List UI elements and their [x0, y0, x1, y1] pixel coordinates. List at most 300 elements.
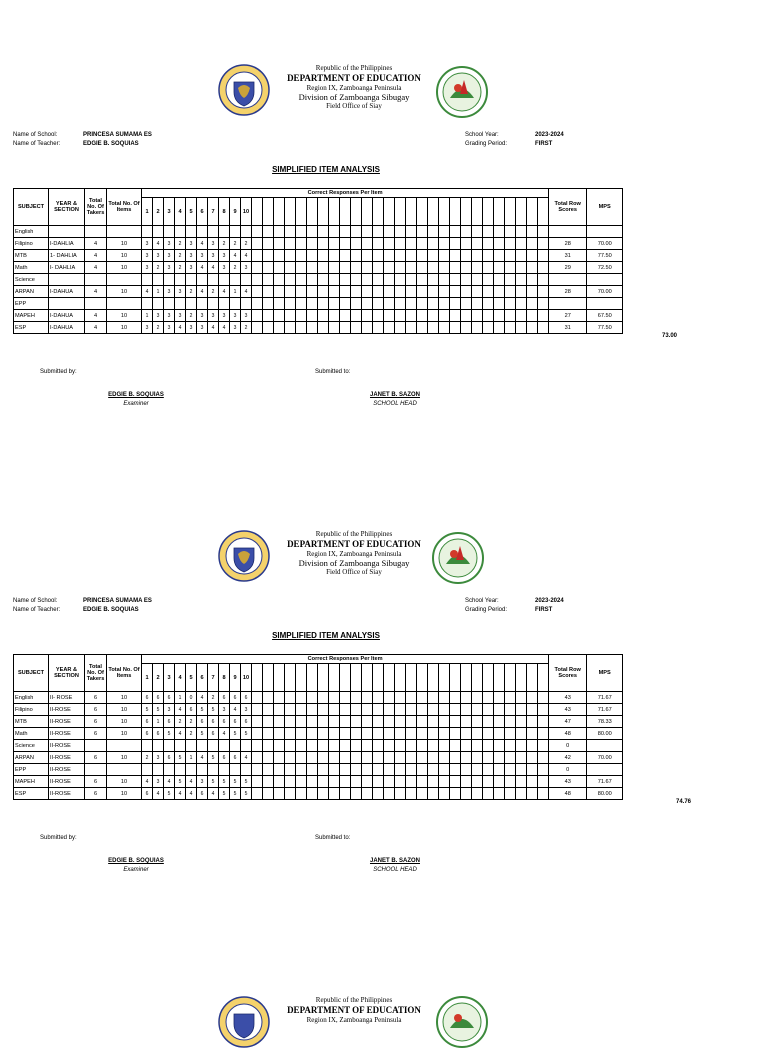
empty-cell [516, 250, 527, 262]
empty-cell [483, 322, 494, 334]
items-cell: 10 [107, 310, 142, 322]
empty-cell [450, 286, 461, 298]
empty-cell [373, 262, 384, 274]
empty-cell [351, 322, 362, 334]
empty-cell [373, 776, 384, 788]
empty-cell [384, 716, 395, 728]
response-cell: 2 [241, 322, 252, 334]
empty-cell [274, 286, 285, 298]
item-number-empty [428, 664, 439, 692]
grading-period-label: Grading Period: [465, 141, 508, 147]
subject-cell: Science [14, 274, 49, 286]
subject-cell: ESP [14, 322, 49, 334]
response-cell: 3 [142, 322, 153, 334]
empty-cell [428, 322, 439, 334]
empty-cell [252, 764, 263, 776]
empty-cell [307, 716, 318, 728]
response-cell [208, 274, 219, 286]
empty-cell [527, 310, 538, 322]
mps-cell: 71.67 [587, 692, 623, 704]
response-cell [142, 226, 153, 238]
empty-cell [329, 740, 340, 752]
empty-cell [285, 250, 296, 262]
empty-cell [373, 752, 384, 764]
empty-cell [494, 274, 505, 286]
empty-cell [417, 704, 428, 716]
empty-cell [494, 704, 505, 716]
empty-cell [329, 716, 340, 728]
mps-cell: 67.50 [587, 310, 623, 322]
response-cell: 4 [186, 776, 197, 788]
empty-cell [439, 298, 450, 310]
response-cell [230, 226, 241, 238]
empty-cell [274, 788, 285, 800]
response-cell: 5 [241, 776, 252, 788]
empty-cell [296, 776, 307, 788]
empty-cell [274, 262, 285, 274]
empty-cell [395, 728, 406, 740]
total-score-cell: 47 [549, 716, 587, 728]
empty-cell [516, 322, 527, 334]
empty-cell [329, 298, 340, 310]
section-cell: I-DAHUA [49, 310, 85, 322]
item-number: 10 [241, 664, 252, 692]
empty-cell [362, 740, 373, 752]
table-row [14, 286, 623, 298]
empty-cell [483, 226, 494, 238]
empty-cell [516, 310, 527, 322]
letterhead [0, 64, 768, 120]
response-cell: 3 [164, 250, 175, 262]
item-number-empty [285, 664, 296, 692]
empty-cell [516, 764, 527, 776]
department-line: DEPARTMENT OF EDUCATION [287, 538, 421, 549]
item-number-empty [307, 664, 318, 692]
response-cell: 2 [175, 716, 186, 728]
empty-cell [362, 704, 373, 716]
response-cell: 2 [186, 310, 197, 322]
empty-cell [252, 262, 263, 274]
empty-cell [417, 788, 428, 800]
total-row-scores-header: Total Row Scores [549, 189, 587, 226]
response-cell: 6 [219, 692, 230, 704]
response-cell: 3 [164, 704, 175, 716]
subject-cell: MAPEH [14, 310, 49, 322]
empty-cell [483, 310, 494, 322]
empty-cell [505, 226, 516, 238]
empty-cell [362, 322, 373, 334]
deped-seal-icon [218, 996, 270, 1048]
response-cell: 2 [175, 262, 186, 274]
empty-cell [494, 740, 505, 752]
item-number-empty [296, 198, 307, 226]
empty-cell [516, 788, 527, 800]
empty-cell [428, 692, 439, 704]
empty-cell [494, 716, 505, 728]
empty-cell [252, 692, 263, 704]
empty-cell [351, 226, 362, 238]
year-section-header: YEAR & SECTION [49, 655, 85, 692]
response-cell: 5 [208, 704, 219, 716]
empty-cell [527, 764, 538, 776]
item-number-empty [296, 664, 307, 692]
takers-cell: 6 [85, 752, 107, 764]
empty-cell [516, 238, 527, 250]
empty-cell [417, 322, 428, 334]
response-cell [241, 764, 252, 776]
empty-cell [538, 250, 549, 262]
subject-cell: Math [14, 262, 49, 274]
section-cell: I-DAHLIA [49, 238, 85, 250]
empty-cell [329, 752, 340, 764]
empty-cell [450, 322, 461, 334]
mps-cell: 77.50 [587, 250, 623, 262]
empty-cell [318, 704, 329, 716]
item-number: 9 [230, 664, 241, 692]
empty-cell [472, 310, 483, 322]
empty-cell [461, 764, 472, 776]
response-cell [175, 740, 186, 752]
response-cell [208, 764, 219, 776]
empty-cell [472, 226, 483, 238]
table-row [14, 788, 623, 800]
teacher-name: EDGIE B. SOQUIAS [83, 141, 139, 147]
empty-cell [274, 704, 285, 716]
response-cell: 4 [197, 692, 208, 704]
item-number-empty [406, 664, 417, 692]
empty-cell [340, 226, 351, 238]
response-cell: 6 [197, 716, 208, 728]
response-cell: 5 [230, 728, 241, 740]
empty-cell [538, 716, 549, 728]
takers-cell: 6 [85, 704, 107, 716]
empty-cell [483, 704, 494, 716]
empty-cell [252, 286, 263, 298]
empty-cell [329, 286, 340, 298]
empty-cell [285, 788, 296, 800]
empty-cell [318, 274, 329, 286]
mps-cell: 70.00 [587, 752, 623, 764]
item-number-empty [384, 664, 395, 692]
empty-cell [450, 752, 461, 764]
empty-cell [340, 262, 351, 274]
empty-cell [538, 740, 549, 752]
deped-seal-icon [218, 64, 270, 116]
empty-cell [538, 752, 549, 764]
empty-cell [285, 310, 296, 322]
takers-cell: 4 [85, 238, 107, 250]
total-score-cell: 48 [549, 788, 587, 800]
empty-cell [285, 728, 296, 740]
department-line: DEPARTMENT OF EDUCATION [287, 72, 421, 83]
empty-cell [274, 728, 285, 740]
item-number-empty [285, 198, 296, 226]
response-cell: 5 [230, 788, 241, 800]
empty-cell [263, 238, 274, 250]
response-cell: 4 [241, 752, 252, 764]
empty-cell [274, 716, 285, 728]
empty-cell [351, 310, 362, 322]
section-cell: I-DAHUA [49, 286, 85, 298]
response-cell [186, 274, 197, 286]
empty-cell [274, 692, 285, 704]
response-cell [175, 274, 186, 286]
items-cell: 10 [107, 716, 142, 728]
item-number-empty [362, 664, 373, 692]
empty-cell [450, 238, 461, 250]
empty-cell [351, 788, 362, 800]
item-number: 5 [186, 198, 197, 226]
empty-cell [384, 740, 395, 752]
response-cell [153, 226, 164, 238]
teacher-name: EDGIE B. SOQUIAS [83, 607, 139, 613]
submitted-by-label: Submitted by: [40, 369, 77, 375]
item-number: 1 [142, 198, 153, 226]
takers-cell: 6 [85, 728, 107, 740]
response-cell: 3 [164, 322, 175, 334]
empty-cell [406, 776, 417, 788]
empty-cell [285, 322, 296, 334]
empty-cell [505, 752, 516, 764]
takers-cell: 6 [85, 716, 107, 728]
empty-cell [296, 740, 307, 752]
letterhead-text [268, 530, 440, 577]
empty-cell [461, 692, 472, 704]
empty-cell [362, 238, 373, 250]
empty-cell [450, 788, 461, 800]
empty-cell [274, 238, 285, 250]
empty-cell [516, 274, 527, 286]
empty-cell [450, 716, 461, 728]
empty-cell [351, 250, 362, 262]
letterhead [0, 996, 768, 1052]
empty-cell [362, 728, 373, 740]
empty-cell [527, 226, 538, 238]
response-cell: 3 [142, 262, 153, 274]
school-year: 2023-2024 [535, 132, 564, 138]
item-number-empty [483, 664, 494, 692]
empty-cell [472, 776, 483, 788]
response-cell: 6 [208, 716, 219, 728]
empty-cell [439, 716, 450, 728]
empty-cell [450, 262, 461, 274]
empty-cell [450, 764, 461, 776]
empty-cell [252, 704, 263, 716]
empty-cell [483, 740, 494, 752]
empty-cell [538, 298, 549, 310]
response-cell [153, 274, 164, 286]
empty-cell [307, 298, 318, 310]
empty-cell [395, 250, 406, 262]
section-cell: II-ROSE [49, 776, 85, 788]
empty-cell [395, 716, 406, 728]
empty-cell [538, 788, 549, 800]
response-cell: 3 [153, 250, 164, 262]
response-cell: 3 [164, 238, 175, 250]
empty-cell [450, 310, 461, 322]
subject-cell: English [14, 226, 49, 238]
empty-cell [527, 704, 538, 716]
subject-cell: Filipino [14, 704, 49, 716]
school-name: PRINCESA SUMAMA ES [83, 598, 152, 604]
empty-cell [450, 298, 461, 310]
empty-cell [329, 238, 340, 250]
empty-cell [307, 238, 318, 250]
takers-cell: 4 [85, 310, 107, 322]
response-cell: 6 [142, 716, 153, 728]
table-row [14, 752, 623, 764]
response-cell: 3 [153, 752, 164, 764]
empty-cell [296, 286, 307, 298]
empty-cell [373, 716, 384, 728]
empty-cell [384, 298, 395, 310]
response-cell [230, 274, 241, 286]
response-cell [219, 274, 230, 286]
empty-cell [318, 298, 329, 310]
empty-cell [362, 692, 373, 704]
examiner-position: Examiner [123, 867, 149, 873]
empty-cell [373, 250, 384, 262]
empty-cell [428, 788, 439, 800]
response-cell: 6 [153, 728, 164, 740]
response-cell: 5 [230, 776, 241, 788]
item-number-empty [417, 664, 428, 692]
empty-cell [461, 740, 472, 752]
empty-cell [461, 262, 472, 274]
response-cell [219, 298, 230, 310]
empty-cell [439, 238, 450, 250]
empty-cell [483, 238, 494, 250]
empty-cell [329, 274, 340, 286]
response-cell [197, 226, 208, 238]
subject-cell: MTB [14, 250, 49, 262]
response-cell [175, 298, 186, 310]
response-cell [230, 764, 241, 776]
empty-cell [318, 238, 329, 250]
empty-cell [373, 704, 384, 716]
empty-cell [428, 764, 439, 776]
total-score-cell: 28 [549, 238, 587, 250]
empty-cell [516, 226, 527, 238]
items-header: Total No. Of Items [107, 189, 142, 226]
empty-cell [384, 752, 395, 764]
empty-cell [318, 250, 329, 262]
item-number: 5 [186, 664, 197, 692]
empty-cell [439, 310, 450, 322]
empty-cell [329, 704, 340, 716]
empty-cell [296, 704, 307, 716]
empty-cell [395, 310, 406, 322]
empty-cell [362, 716, 373, 728]
empty-cell [329, 764, 340, 776]
division-line: Division of Zamboanga Sibugay [298, 558, 410, 569]
items-cell: 10 [107, 322, 142, 334]
item-number-empty [428, 198, 439, 226]
empty-cell [450, 274, 461, 286]
empty-cell [373, 274, 384, 286]
response-cell [164, 298, 175, 310]
response-cell: 3 [219, 262, 230, 274]
section-cell: II-ROSE [49, 764, 85, 776]
response-cell: 6 [142, 692, 153, 704]
mps-cell: 72.50 [587, 262, 623, 274]
empty-cell [263, 764, 274, 776]
response-cell [186, 226, 197, 238]
school-info-left [13, 597, 152, 615]
empty-cell [362, 298, 373, 310]
mps-cell: 80.00 [587, 728, 623, 740]
empty-cell [307, 322, 318, 334]
empty-cell [494, 728, 505, 740]
response-cell: 4 [208, 262, 219, 274]
empty-cell [252, 322, 263, 334]
empty-cell [340, 740, 351, 752]
table-header-row [14, 189, 623, 198]
subject-header: SUBJECT [14, 189, 49, 226]
empty-cell [483, 250, 494, 262]
response-cell: 5 [219, 776, 230, 788]
empty-cell [285, 226, 296, 238]
empty-cell [263, 788, 274, 800]
empty-cell [406, 716, 417, 728]
empty-cell [252, 310, 263, 322]
response-cell: 5 [208, 776, 219, 788]
empty-cell [296, 322, 307, 334]
empty-cell [373, 692, 384, 704]
response-cell [219, 740, 230, 752]
item-number-empty [373, 198, 384, 226]
empty-cell [516, 728, 527, 740]
item-number-empty [395, 198, 406, 226]
correct-responses-header: Correct Responses Per Item [142, 189, 549, 198]
mps-cell [587, 298, 623, 310]
table-row [14, 322, 623, 334]
school-head-position: SCHOOL HEAD [373, 867, 417, 873]
item-number-empty [318, 198, 329, 226]
response-cell: 4 [186, 788, 197, 800]
empty-cell [285, 704, 296, 716]
empty-cell [307, 262, 318, 274]
items-cell: 10 [107, 286, 142, 298]
empty-cell [406, 238, 417, 250]
empty-cell [428, 310, 439, 322]
response-cell: 3 [208, 250, 219, 262]
items-cell: 10 [107, 776, 142, 788]
mps-cell [587, 764, 623, 776]
total-score-cell: 29 [549, 262, 587, 274]
empty-cell [483, 752, 494, 764]
item-number-empty [472, 664, 483, 692]
empty-cell [439, 776, 450, 788]
item-number-empty [351, 664, 362, 692]
item-number: 7 [208, 664, 219, 692]
response-cell: 3 [219, 310, 230, 322]
empty-cell [384, 776, 395, 788]
empty-cell [307, 704, 318, 716]
response-cell: 6 [241, 692, 252, 704]
empty-cell [296, 274, 307, 286]
empty-cell [296, 752, 307, 764]
empty-cell [263, 298, 274, 310]
response-cell: 5 [241, 728, 252, 740]
response-cell [186, 764, 197, 776]
empty-cell [274, 274, 285, 286]
empty-cell [494, 776, 505, 788]
mps-cell: 71.67 [587, 704, 623, 716]
empty-cell [318, 322, 329, 334]
response-cell: 3 [142, 250, 153, 262]
submitted-to-label: Submitted to: [315, 369, 351, 375]
